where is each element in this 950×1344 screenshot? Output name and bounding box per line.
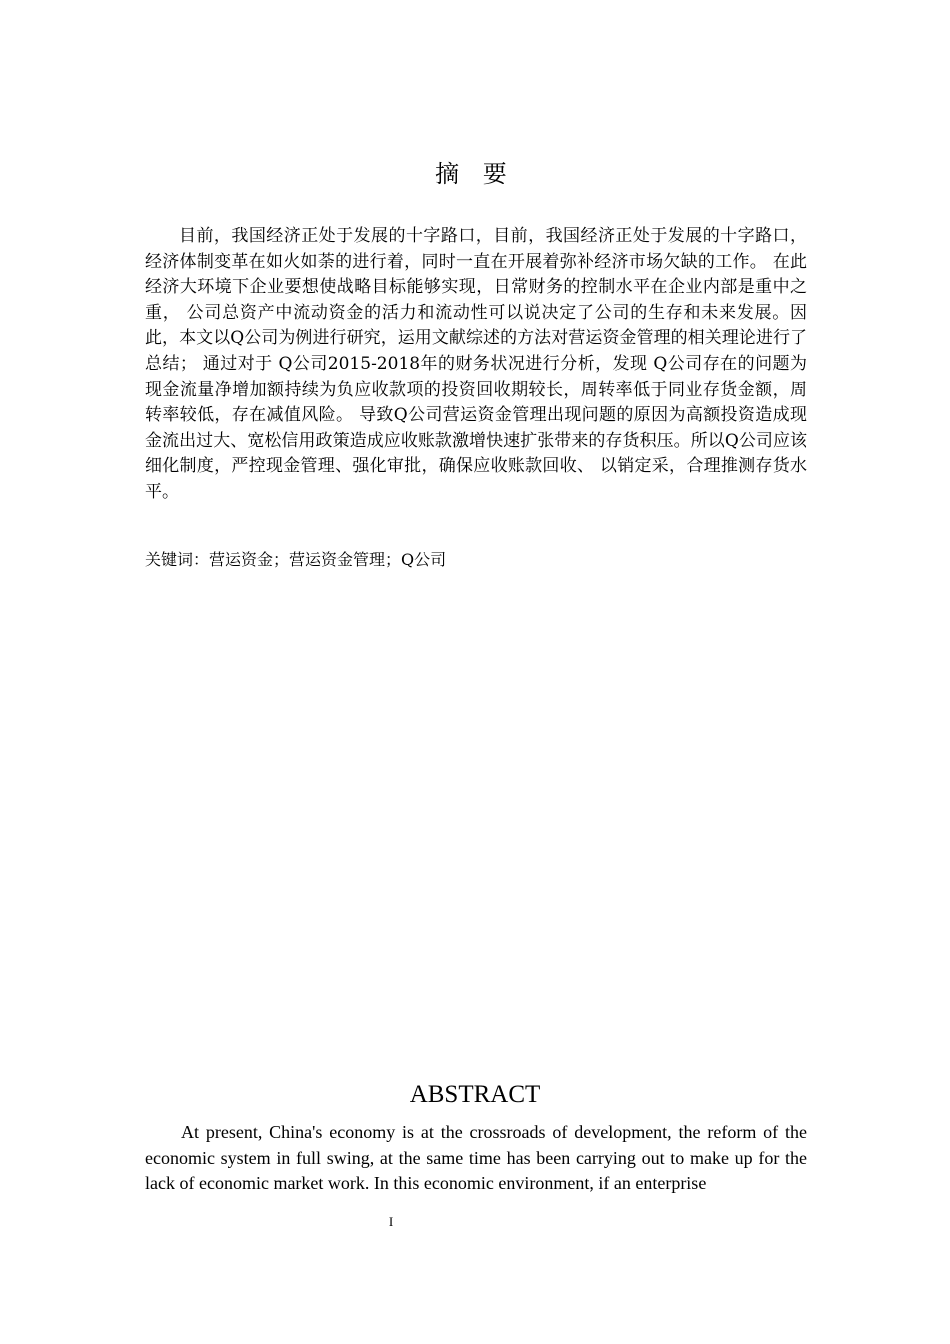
abstract-en-title: ABSTRACT <box>409 1081 541 1108</box>
abstract-en-body: At present, China's economy is at the crossroads of development, the reform of the economic system in full swing, at the same time has been carrying out to make up for the lack of economic market work. In this economic environment, if an enterprise <box>145 1122 807 1194</box>
abstract-cn-body: 目前，我国经济正处于发展的十字路口，目前，我国经济正处于发展的十字路口，经济体制变革在如火如荼的进行着，同时一直在开展着弥补经济市场欠缺的工作。 在此经济大环境下企业要想使战略目标能够实现，日常财务的控制水平在企业内部是重中之重， 公司总资产中流动资金的活力和流动性可以说决定了公司的生存和未来发展。因此，本文以Q公司为例进行研究，运用文献综述的方法对营运资金管理的相关理论进行了总结； 通过对于 Q公司2015-2018年的财务状况进行分析，发现 Q公司存在的问题为现金流量净增加额持续为负应收款项的投资回收期较长，周转率低于同业存货金额，周转率较低，存在减值风险。 导致Q公司营运资金管理出现问题的原因为高额投资造成现金流出过大、宽松信用政策造成应收账款激增快速扩张带来的存货积压。所以Q公司应该细化制度，严控现金管理、强化审批，确保应收账款回收、 以销定采，合理推测存货水平。 <box>145 226 807 502</box>
keywords-label: 关键词： <box>145 550 210 569</box>
abstract-cn-title: 摘 要 <box>435 160 515 188</box>
keywords-line <box>145 547 807 572</box>
page-number: I <box>388 1214 394 1229</box>
keywords-value: 营运资金；营运资金管理；Q公司 <box>209 550 447 569</box>
